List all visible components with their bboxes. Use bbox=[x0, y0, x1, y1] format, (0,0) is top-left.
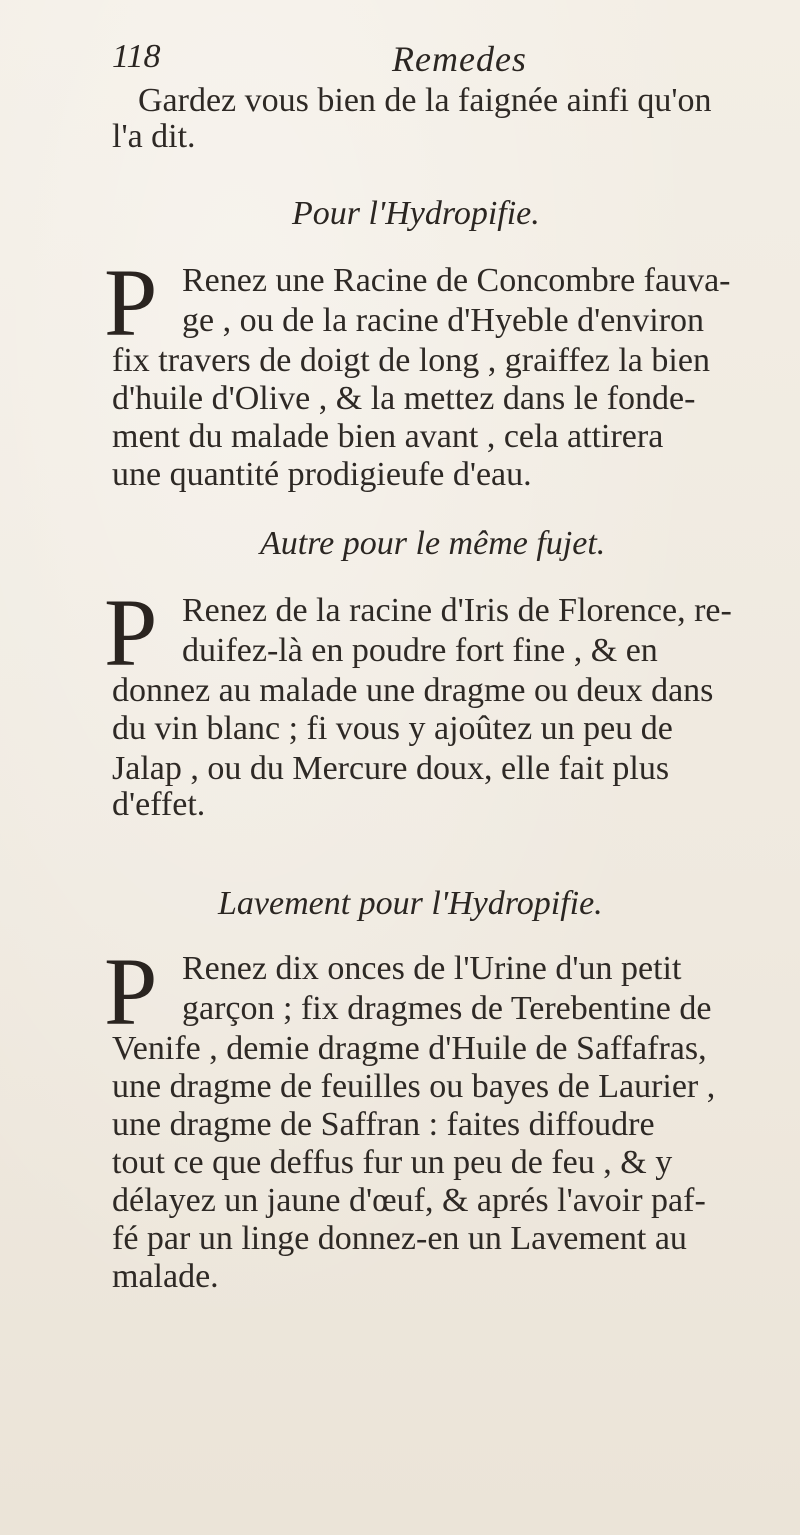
section2-line-1: Renez de la racine d'Iris de Florence, re- bbox=[182, 592, 732, 629]
section1-line-1: Renez une Racine de Concombre fauva- bbox=[182, 262, 731, 299]
section3-line-3: Venife , demie dragme d'Huile de Saffafras, bbox=[112, 1030, 707, 1067]
section1-line-5: ment du malade bien avant , cela attirera bbox=[112, 418, 664, 455]
section1-line-4: d'huile d'Olive , & la mettez dans le fonde- bbox=[112, 380, 696, 417]
section3-line-1: Renez dix onces de l'Urine d'un petit bbox=[182, 950, 682, 987]
section-heading-hydropisie: Pour l'Hydropifie. bbox=[292, 195, 540, 232]
running-title: Remedes bbox=[392, 39, 527, 79]
section2-line-2: duifez-là en poudre fort fine , & en bbox=[182, 632, 658, 669]
section2-line-5: Jalap , ou du Mercure doux, elle fait plus bbox=[112, 750, 670, 787]
drop-cap: P bbox=[104, 938, 158, 1045]
section3-line-2: garçon ; fix dragmes de Terebentine de bbox=[182, 990, 712, 1027]
section3-line-7: délayez un jaune d'œuf, & aprés l'avoir paf- bbox=[112, 1182, 706, 1219]
section2-line-3: donnez au malade une dragme ou deux dans bbox=[112, 672, 714, 709]
drop-cap: P bbox=[104, 249, 158, 356]
section3-line-9: malade. bbox=[112, 1258, 219, 1295]
section1-line-3: fix travers de doigt de long , graiffez la bien bbox=[112, 342, 710, 379]
section3-line-5: une dragme de Saffran : faites diffoudre bbox=[112, 1106, 655, 1143]
page-number: 118 bbox=[112, 38, 161, 75]
section3-line-6: tout ce que deffus fur un peu de feu , & y bbox=[112, 1144, 673, 1181]
section3-line-8: fé par un linge donnez-en un Lavement au bbox=[112, 1220, 687, 1257]
drop-cap: P bbox=[104, 579, 158, 686]
section2-line-6: d'effet. bbox=[112, 786, 206, 823]
section1-line-6: une quantité prodigieufe d'eau. bbox=[112, 456, 532, 493]
section3-line-4: une dragme de feuilles ou bayes de Laurier , bbox=[112, 1068, 716, 1105]
section1-line-2: ge , ou de la racine d'Hyeble d'environ bbox=[182, 302, 705, 339]
intro-line-2: l'a dit. bbox=[112, 118, 196, 155]
intro-line-1: Gardez vous bien de la faignée ainfi qu'on bbox=[138, 82, 712, 119]
section2-line-4: du vin blanc ; fi vous y ajoûtez un peu de bbox=[112, 710, 673, 747]
section-heading-autre: Autre pour le même fujet. bbox=[260, 525, 606, 562]
section-heading-lavement: Lavement pour l'Hydropifie. bbox=[218, 885, 603, 922]
